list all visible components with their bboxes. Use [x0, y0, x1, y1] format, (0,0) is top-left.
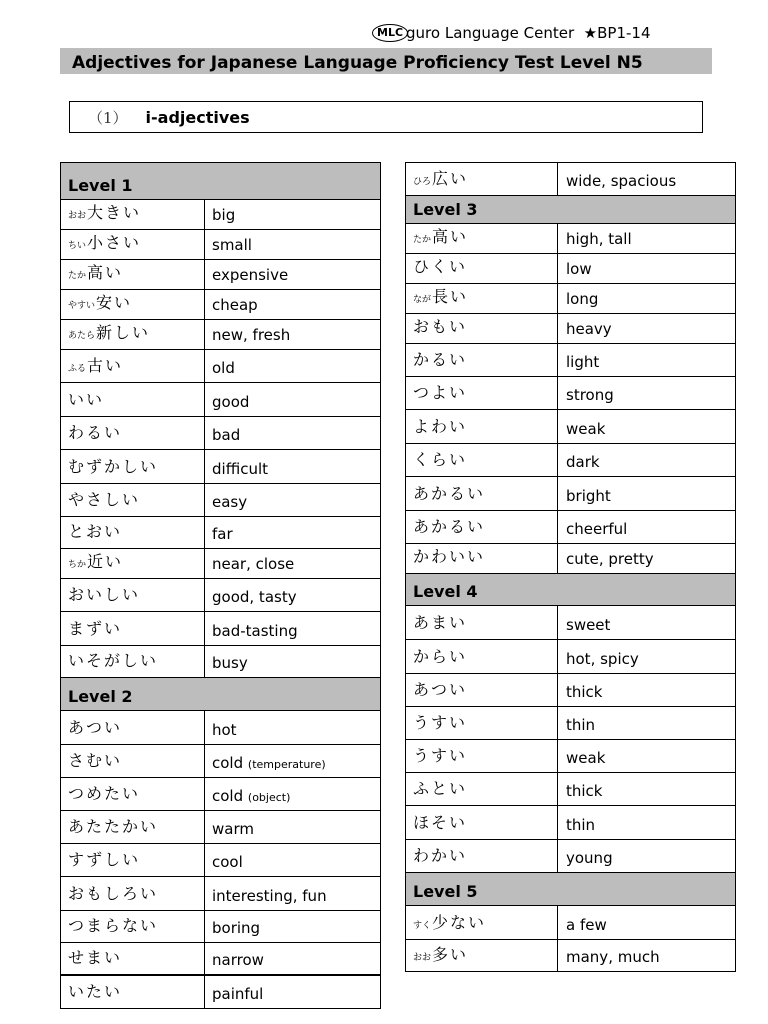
japanese-word	[406, 773, 558, 806]
section-label: i-adjectives	[145, 108, 250, 127]
vocab-row	[406, 477, 736, 511]
meaning-note: (temperature)	[247, 758, 326, 771]
japanese-word	[61, 200, 205, 230]
vocab-row	[406, 674, 736, 707]
english-meaning	[558, 511, 736, 544]
japanese-word	[61, 877, 205, 911]
vocab-row	[61, 943, 381, 975]
japanese-text: くらい	[413, 450, 468, 469]
vocab-row	[406, 740, 736, 773]
section-number: （1）	[88, 109, 128, 127]
vocab-row	[406, 707, 736, 740]
english-meaning	[205, 350, 381, 383]
japanese-text: あかるい	[413, 484, 486, 503]
japanese-word	[406, 254, 558, 284]
english-meaning	[205, 290, 381, 320]
english-meaning	[558, 224, 736, 254]
english-text: thick	[566, 683, 603, 701]
english-text: easy	[212, 493, 248, 511]
english-meaning	[205, 260, 381, 290]
japanese-text: まずい	[68, 619, 123, 638]
english-meaning	[558, 674, 736, 707]
english-text: cold	[212, 754, 244, 772]
vocab-row	[61, 450, 381, 484]
japanese-word	[61, 943, 205, 975]
vocab-row	[406, 640, 736, 674]
vocab-row	[61, 383, 381, 417]
japanese-word	[61, 549, 205, 579]
english-text: new, fresh	[212, 326, 291, 344]
english-meaning	[205, 612, 381, 646]
japanese-word	[61, 811, 205, 844]
furigana: ちか	[68, 560, 87, 570]
vocab-row	[61, 350, 381, 383]
left-vocab-table	[60, 162, 381, 975]
english-meaning	[558, 163, 736, 196]
furigana: おお	[68, 211, 87, 221]
vocab-row	[61, 646, 381, 678]
japanese-word	[406, 314, 558, 344]
level-header-row	[406, 196, 736, 224]
furigana: おお	[413, 953, 432, 963]
english-text: good, tasty	[212, 588, 297, 606]
japanese-text: かるい	[413, 350, 468, 369]
vocab-row	[406, 284, 736, 314]
japanese-text: いそがしい	[68, 651, 159, 670]
japanese-word	[61, 844, 205, 877]
japanese-text: 古い	[87, 356, 124, 375]
japanese-word	[406, 544, 558, 574]
english-text: boring	[212, 919, 261, 937]
japanese-text: よわい	[413, 417, 468, 436]
japanese-word	[406, 377, 558, 410]
japanese-word	[406, 806, 558, 840]
japanese-word	[406, 284, 558, 314]
english-text: busy	[212, 654, 248, 672]
japanese-text: 大きい	[87, 203, 142, 222]
english-meaning	[205, 230, 381, 260]
english-text: thick	[566, 782, 603, 800]
section-heading	[69, 101, 703, 133]
japanese-text: からい	[413, 647, 468, 666]
english-meaning	[205, 200, 381, 230]
japanese-word	[406, 410, 558, 444]
english-text: hot, spicy	[566, 650, 639, 668]
japanese-word	[61, 711, 205, 745]
english-text: cheap	[212, 296, 258, 314]
vocab-row	[406, 511, 736, 544]
english-meaning	[205, 646, 381, 678]
english-text: big	[212, 206, 236, 224]
japanese-word	[406, 163, 558, 196]
japanese-word	[61, 417, 205, 450]
japanese-text: とおい	[68, 522, 123, 541]
english-text: long	[566, 290, 599, 308]
vocab-row	[406, 344, 736, 377]
english-meaning	[558, 444, 736, 477]
japanese-word	[61, 778, 205, 811]
level-label: Level 2	[61, 678, 381, 711]
japanese-word	[406, 640, 558, 674]
vocab-row	[406, 906, 736, 940]
furigana: ふる	[68, 364, 87, 374]
english-meaning	[205, 745, 381, 778]
english-meaning	[558, 840, 736, 873]
level-label: Level 5	[406, 873, 736, 906]
english-meaning	[205, 877, 381, 911]
japanese-word	[61, 646, 205, 678]
vocab-row	[406, 940, 736, 972]
english-meaning	[558, 377, 736, 410]
japanese-word	[61, 450, 205, 484]
mlc-logo: MLC	[372, 24, 408, 42]
english-text: difficult	[212, 460, 268, 478]
page-header	[372, 24, 651, 42]
english-text: expensive	[212, 266, 289, 284]
japanese-text: あつい	[413, 680, 468, 699]
vocab-row	[406, 544, 736, 574]
english-text: light	[566, 353, 600, 371]
japanese-word	[406, 674, 558, 707]
english-text: good	[212, 393, 250, 411]
japanese-text: ひくい	[413, 257, 468, 276]
japanese-text: せまい	[68, 948, 123, 967]
right-vocab-table	[405, 162, 736, 972]
japanese-text: 高い	[432, 227, 469, 246]
japanese-text: 少ない	[432, 913, 487, 932]
english-text: low	[566, 260, 592, 278]
japanese-text: わかい	[413, 846, 468, 865]
english-meaning	[558, 906, 736, 940]
english-text: far	[212, 525, 233, 543]
english-text: cold	[212, 787, 244, 805]
vocab-row	[61, 711, 381, 745]
japanese-word	[61, 230, 205, 260]
english-text: near, close	[212, 555, 295, 573]
japanese-word	[61, 517, 205, 549]
english-text: many, much	[566, 948, 660, 966]
center-name: guro Language Center	[406, 24, 575, 42]
english-meaning	[558, 544, 736, 574]
japanese-word	[61, 484, 205, 517]
japanese-text: つまらない	[68, 916, 159, 935]
japanese-text: わるい	[68, 423, 123, 442]
japanese-text: ほそい	[413, 813, 468, 832]
english-text: sweet	[566, 616, 611, 634]
vocab-row	[61, 200, 381, 230]
furigana: すく	[413, 921, 432, 931]
english-meaning	[558, 740, 736, 773]
japanese-word	[406, 444, 558, 477]
english-text: heavy	[566, 320, 612, 338]
japanese-text: つめたい	[68, 784, 141, 803]
japanese-word	[61, 350, 205, 383]
english-text: high, tall	[566, 230, 632, 248]
english-meaning	[558, 284, 736, 314]
japanese-word	[61, 911, 205, 943]
japanese-text: あたたかい	[68, 817, 159, 836]
japanese-word	[61, 579, 205, 612]
japanese-text: あつい	[68, 718, 123, 737]
vocab-row	[61, 260, 381, 290]
japanese-text: つよい	[413, 383, 468, 402]
english-text: young	[566, 849, 613, 867]
english-text: a few	[566, 916, 607, 934]
english-meaning	[558, 606, 736, 640]
level-header-row	[61, 163, 381, 200]
english-text: old	[212, 359, 235, 377]
japanese-text: すずしい	[68, 850, 141, 869]
japanese-text: いい	[68, 390, 105, 409]
vocab-row	[406, 224, 736, 254]
vocab-row	[406, 410, 736, 444]
japanese-text: 小さい	[87, 233, 142, 252]
english-meaning	[205, 943, 381, 975]
japanese-word	[61, 745, 205, 778]
furigana: たか	[413, 235, 432, 245]
english-meaning	[558, 940, 736, 972]
vocab-row	[61, 417, 381, 450]
japanese-text: むずかしい	[68, 457, 159, 476]
english-text: cheerful	[566, 520, 628, 538]
furigana: ひろ	[413, 177, 432, 187]
japanese-text: 新しい	[96, 323, 151, 342]
english-meaning	[205, 417, 381, 450]
japanese-word	[406, 840, 558, 873]
vocab-row	[61, 612, 381, 646]
japanese-word	[61, 320, 205, 350]
english-text: bad-tasting	[212, 622, 298, 640]
english-text: narrow	[212, 951, 264, 969]
japanese-text: 安い	[96, 293, 133, 312]
vocab-row	[406, 806, 736, 840]
english-meaning	[558, 640, 736, 674]
japanese-word	[406, 940, 558, 972]
japanese-word	[61, 612, 205, 646]
english-text: interesting, fun	[212, 887, 327, 905]
level-header-row	[406, 873, 736, 906]
english-text: bright	[566, 487, 611, 505]
japanese-word	[406, 740, 558, 773]
vocab-row	[61, 811, 381, 844]
japanese-word	[61, 976, 205, 1009]
english-meaning	[558, 314, 736, 344]
japanese-word	[406, 477, 558, 511]
japanese-text: おもい	[413, 317, 468, 336]
english-meaning	[558, 477, 736, 511]
vocab-row	[406, 840, 736, 873]
english-meaning	[205, 549, 381, 579]
english-meaning	[205, 383, 381, 417]
english-meaning	[205, 911, 381, 943]
japanese-word	[406, 906, 558, 940]
english-text: strong	[566, 386, 614, 404]
english-meaning	[558, 707, 736, 740]
english-meaning	[558, 344, 736, 377]
furigana: やすい	[68, 301, 96, 311]
vocab-row	[61, 745, 381, 778]
vocab-row	[406, 773, 736, 806]
english-text: bad	[212, 426, 241, 444]
english-meaning	[205, 844, 381, 877]
english-text: wide, spacious	[566, 172, 677, 190]
english-text: weak	[566, 420, 606, 438]
english-text: painful	[212, 985, 264, 1003]
level-label: Level 4	[406, 574, 736, 606]
english-meaning	[205, 711, 381, 745]
vocab-row	[406, 254, 736, 284]
level-label: Level 1	[61, 163, 381, 200]
english-meaning	[205, 778, 381, 811]
japanese-text: いたい	[68, 982, 123, 1001]
japanese-text: うすい	[413, 713, 468, 732]
japanese-word	[61, 383, 205, 417]
japanese-word	[406, 606, 558, 640]
english-text: thin	[566, 716, 596, 734]
english-meaning	[558, 806, 736, 840]
japanese-word	[406, 511, 558, 544]
vocab-row	[61, 320, 381, 350]
english-text: dark	[566, 453, 600, 471]
japanese-text: 広い	[432, 169, 469, 188]
furigana: なが	[413, 295, 432, 305]
furigana: ちい	[68, 241, 87, 251]
vocab-row	[406, 314, 736, 344]
extra-vocab-table	[60, 975, 381, 1009]
japanese-text: 高い	[87, 263, 124, 282]
english-text: warm	[212, 820, 254, 838]
vocab-row	[61, 844, 381, 877]
japanese-text: おいしい	[68, 585, 141, 604]
english-meaning	[205, 484, 381, 517]
vocab-row	[406, 444, 736, 477]
english-meaning	[558, 410, 736, 444]
japanese-word	[61, 260, 205, 290]
japanese-text: さむい	[68, 751, 123, 770]
japanese-text: うすい	[413, 746, 468, 765]
vocab-row	[61, 778, 381, 811]
japanese-word	[406, 707, 558, 740]
vocab-row	[61, 911, 381, 943]
japanese-text: おもしろい	[68, 884, 159, 903]
japanese-word	[406, 344, 558, 377]
vocab-row	[61, 976, 381, 1009]
furigana: たか	[68, 271, 87, 281]
vocab-row	[406, 606, 736, 640]
japanese-text: やさしい	[68, 490, 141, 509]
english-meaning	[205, 450, 381, 484]
japanese-text: 近い	[87, 552, 124, 571]
vocab-row	[61, 290, 381, 320]
english-meaning	[205, 811, 381, 844]
vocab-row	[406, 377, 736, 410]
document-title: Adjectives for Japanese Language Proficiency Test Level N5	[60, 48, 712, 74]
level-header-row	[406, 574, 736, 606]
english-meaning	[205, 320, 381, 350]
english-meaning	[205, 517, 381, 549]
japanese-text: かわいい	[413, 547, 486, 566]
vocab-row	[61, 549, 381, 579]
japanese-text: ふとい	[413, 779, 468, 798]
english-text: small	[212, 236, 252, 254]
document-code: ★BP1-14	[583, 24, 651, 42]
vocab-row	[61, 484, 381, 517]
japanese-text: 多い	[432, 945, 469, 964]
meaning-note: (object)	[247, 791, 291, 804]
english-text: cool	[212, 853, 243, 871]
english-meaning	[558, 773, 736, 806]
english-text: weak	[566, 749, 606, 767]
english-meaning	[205, 579, 381, 612]
japanese-text: あまい	[413, 613, 468, 632]
vocab-row	[61, 517, 381, 549]
japanese-text: 長い	[432, 287, 469, 306]
english-meaning	[558, 254, 736, 284]
vocab-row	[61, 230, 381, 260]
english-meaning	[205, 976, 381, 1009]
english-text: hot	[212, 721, 237, 739]
vocab-row	[406, 163, 736, 196]
japanese-word	[61, 290, 205, 320]
level-header-row	[61, 678, 381, 711]
level-label: Level 3	[406, 196, 736, 224]
english-text: thin	[566, 816, 596, 834]
english-text: cute, pretty	[566, 550, 654, 568]
vocab-row	[61, 877, 381, 911]
vocab-row	[61, 579, 381, 612]
japanese-text: あかるい	[413, 517, 486, 536]
japanese-word	[406, 224, 558, 254]
furigana: あたら	[68, 331, 96, 341]
